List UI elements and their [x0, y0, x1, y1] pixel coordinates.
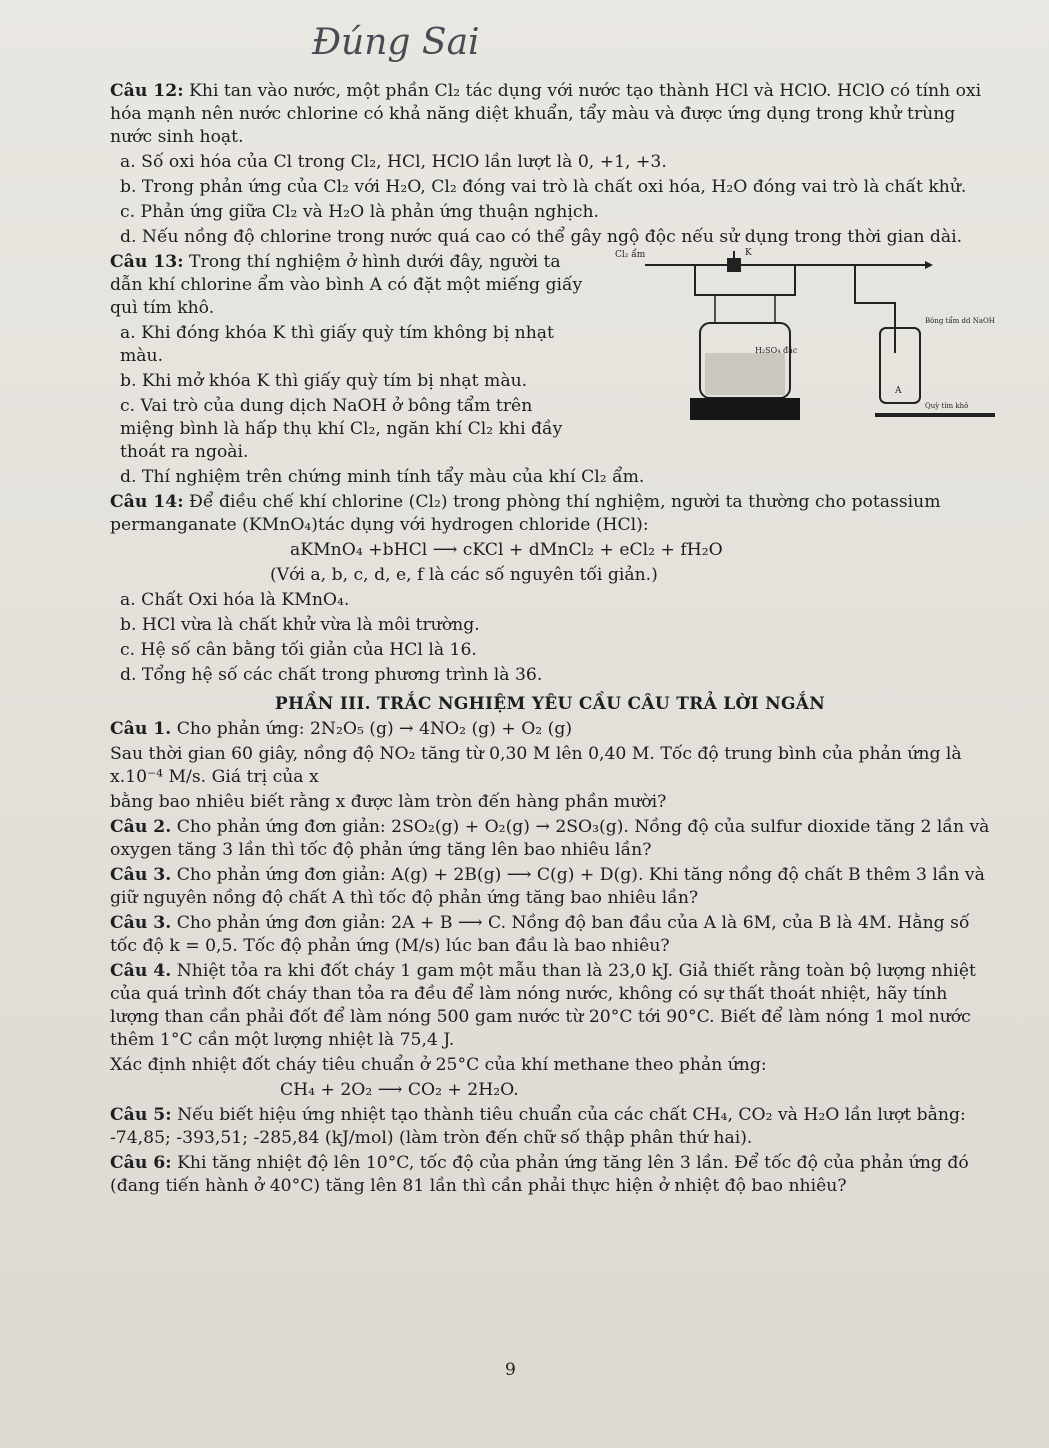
q12-option-d: d. Nếu nồng độ chlorine trong nước quá cao có thể gây ngộ độc nếu sử dụng trong thời gian dài. [120, 227, 963, 247]
short-q2 [110, 816, 990, 862]
s5-text: Nếu biết hiệu ứng nhiệt tạo thành tiêu chuẩn của các chất CH₄, CO₂ và H₂O lần lượt bằng: -74,85; -393,51; -285,84 (kJ/mol) (làm tròn đến chữ số thập phân thứ hai). [110, 1105, 966, 1148]
label-h2so4: H₂SO₄ đặc [755, 346, 798, 355]
label-k: K [745, 248, 752, 258]
s1-line1: Cho phản ứng: 2N₂O₅ (g) → 4NO₂ (g) + O₂ (g) [176, 719, 573, 739]
q12-text: Khi tan vào nước, một phần Cl₂ tác dụng với nước tạo thành HCl và HClO. HClO có tính oxi hóa mạnh nên nước chlorine có khả năng diệt khuẩn, tẩy màu và được ứng dụng trong khử trùng nước sinh hoạt. [110, 81, 982, 147]
q14-option-c: c. Hệ số cân bằng tối giản của HCl là 16. [120, 640, 477, 660]
s2-text: Cho phản ứng đơn giản: 2SO₂(g) + O₂(g) → 2SO₃(g). Nồng độ của sulfur dioxide tăng 2 lần và oxygen tăng 3 lần thì tốc độ phản ứng tăng lên bao nhiêu lần? [110, 817, 990, 860]
s4-text: Nhiệt tỏa ra khi đốt cháy 1 gam một mẫu than là 23,0 kJ. Giả thiết rằng toàn bộ lượng nhiệt của quá trình đốt cháy than tỏa ra đều để làm nóng nước, không có sự thất thoát nhiệt, hãy tính lượng than cần phải đốt để làm nóng 500 gam nước từ 20°C tới 90°C. Biết để làm nóng 1 mol nước thêm 1°C cần một lượng nhiệt là 75,4 J. [110, 961, 976, 1050]
s5-title: Câu 5: [110, 1105, 172, 1125]
label-cotton: Bông tẩm dd NaOH [925, 317, 995, 325]
q14-option-a: a. Chất Oxi hóa là KMnO₄. [120, 590, 350, 610]
short-q3b [110, 912, 990, 958]
s3a-title: Câu 3. [110, 865, 172, 885]
question-14 [110, 491, 990, 537]
s3b-title: Câu 3. [110, 913, 172, 933]
label-a: A [895, 386, 902, 396]
short-q6 [110, 1152, 990, 1198]
q13-option-d: d. Thí nghiệm trên chứng minh tính tẩy màu của khí Cl₂ ẩm. [120, 467, 645, 487]
q13-option-a: a. Khi đóng khóa K thì giấy quỳ tím không bị nhạt màu. [120, 323, 554, 366]
short-q4 [110, 960, 990, 1052]
s2-title: Câu 2. [110, 817, 172, 837]
s6-title: Câu 6: [110, 1153, 172, 1173]
q14-option-d: d. Tổng hệ số các chất trong phương trình là 36. [120, 665, 543, 685]
s3b-text: Cho phản ứng đơn giản: 2A + B ⟶ C. Nồng độ ban đầu của A là 6M, của B là 4M. Hằng số tốc độ k = 0,5. Tốc độ phản ứng (M/s) lúc ban đầu là bao nhiêu? [110, 913, 970, 956]
s3a-text: Cho phản ứng đơn giản: A(g) + 2B(g) ⟶ C(g) + D(g). Khi tăng nồng độ chất B thêm 3 lần và giữ nguyên nồng độ chất A thì tốc độ phản ứng tăng bao nhiêu lần? [110, 865, 985, 908]
s4-equation: CH₄ + 2O₂ ⟶ CO₂ + 2H₂O. [280, 1080, 519, 1100]
s1-line2: Sau thời gian 60 giây, nồng độ NO₂ tăng từ 0,30 M lên 0,40 M. Tốc độ trung bình của phản ứng là x.10⁻⁴ M/s. Giá trị của x [110, 744, 962, 787]
label-cl2: Cl₂ ẩm [615, 250, 646, 260]
q13-title: Câu 13: [110, 252, 184, 272]
q13-text: Trong thí nghiệm ở hình dưới đây, người ta dẫn khí chlorine ẩm vào bình A có đặt một miếng giấy quì tím khô. [110, 252, 583, 318]
s1-title: Câu 1. [110, 719, 172, 739]
q12-title: Câu 12: [110, 81, 184, 101]
handwritten-note: Đúng Sai [312, 22, 480, 63]
q14-note: (Với a, b, c, d, e, f là các số nguyên tối giản.) [270, 565, 658, 585]
experiment-diagram [595, 243, 995, 433]
question-12 [110, 80, 990, 149]
q13-option-c: c. Vai trò của dung dịch NaOH ở bông tẩm trên miệng bình là hấp thụ khí Cl₂, ngăn khí Cl₂ khi đầy thoát ra ngoài. [120, 396, 563, 462]
section-3-title: PHẦN III. TRẮC NGHIỆM YÊU CẦU CÂU TRẢ LỜI NGẮN [274, 694, 826, 714]
q12-option-c: c. Phản ứng giữa Cl₂ và H₂O là phản ứng thuận nghịch. [120, 202, 599, 222]
s6-text: Khi tăng nhiệt độ lên 10°C, tốc độ của phản ứng tăng lên 3 lần. Để tốc độ của phản ứng đó (đang tiến hành ở 40°C) tăng lên 81 lần thì cần phải thực hiện ở nhiệt độ bao nhiêu? [110, 1153, 969, 1196]
s4-title: Câu 4. [110, 961, 172, 981]
page-number: 9 [505, 1360, 516, 1380]
short-q1 [110, 718, 990, 741]
q13-option-b: b. Khi mở khóa K thì giấy quỳ tím bị nhạt màu. [120, 371, 528, 391]
q14-title: Câu 14: [110, 492, 184, 512]
page-content [110, 80, 995, 1200]
q14-text: Để điều chế khí chlorine (Cl₂) trong phòng thí nghiệm, người ta thường cho potassium permanganate (KMnO₄)tác dụng với hydrogen chloride (HCl): [110, 492, 941, 535]
short-q3a [110, 864, 990, 910]
short-q5 [110, 1104, 990, 1150]
label-paper: Quỳ tím khô [925, 402, 969, 410]
s1-line3: bằng bao nhiêu biết rằng x được làm tròn đến hàng phần mười? [110, 792, 667, 812]
question-13 [110, 248, 995, 464]
q12-option-a: a. Số oxi hóa của Cl trong Cl₂, HCl, HClO lần lượt là 0, +1, +3. [120, 152, 667, 172]
q14-option-b: b. HCl vừa là chất khử vừa là môi trường. [120, 615, 480, 635]
q12-option-b: b. Trong phản ứng của Cl₂ với H₂O, Cl₂ đóng vai trò là chất oxi hóa, H₂O đóng vai trò là chất khử. [120, 177, 967, 197]
s4-line2: Xác định nhiệt đốt cháy tiêu chuẩn ở 25°C của khí methane theo phản ứng: [110, 1055, 767, 1075]
q14-equation: aKMnO₄ +bHCl ⟶ cKCl + dMnCl₂ + eCl₂ + fH₂O [290, 540, 723, 560]
